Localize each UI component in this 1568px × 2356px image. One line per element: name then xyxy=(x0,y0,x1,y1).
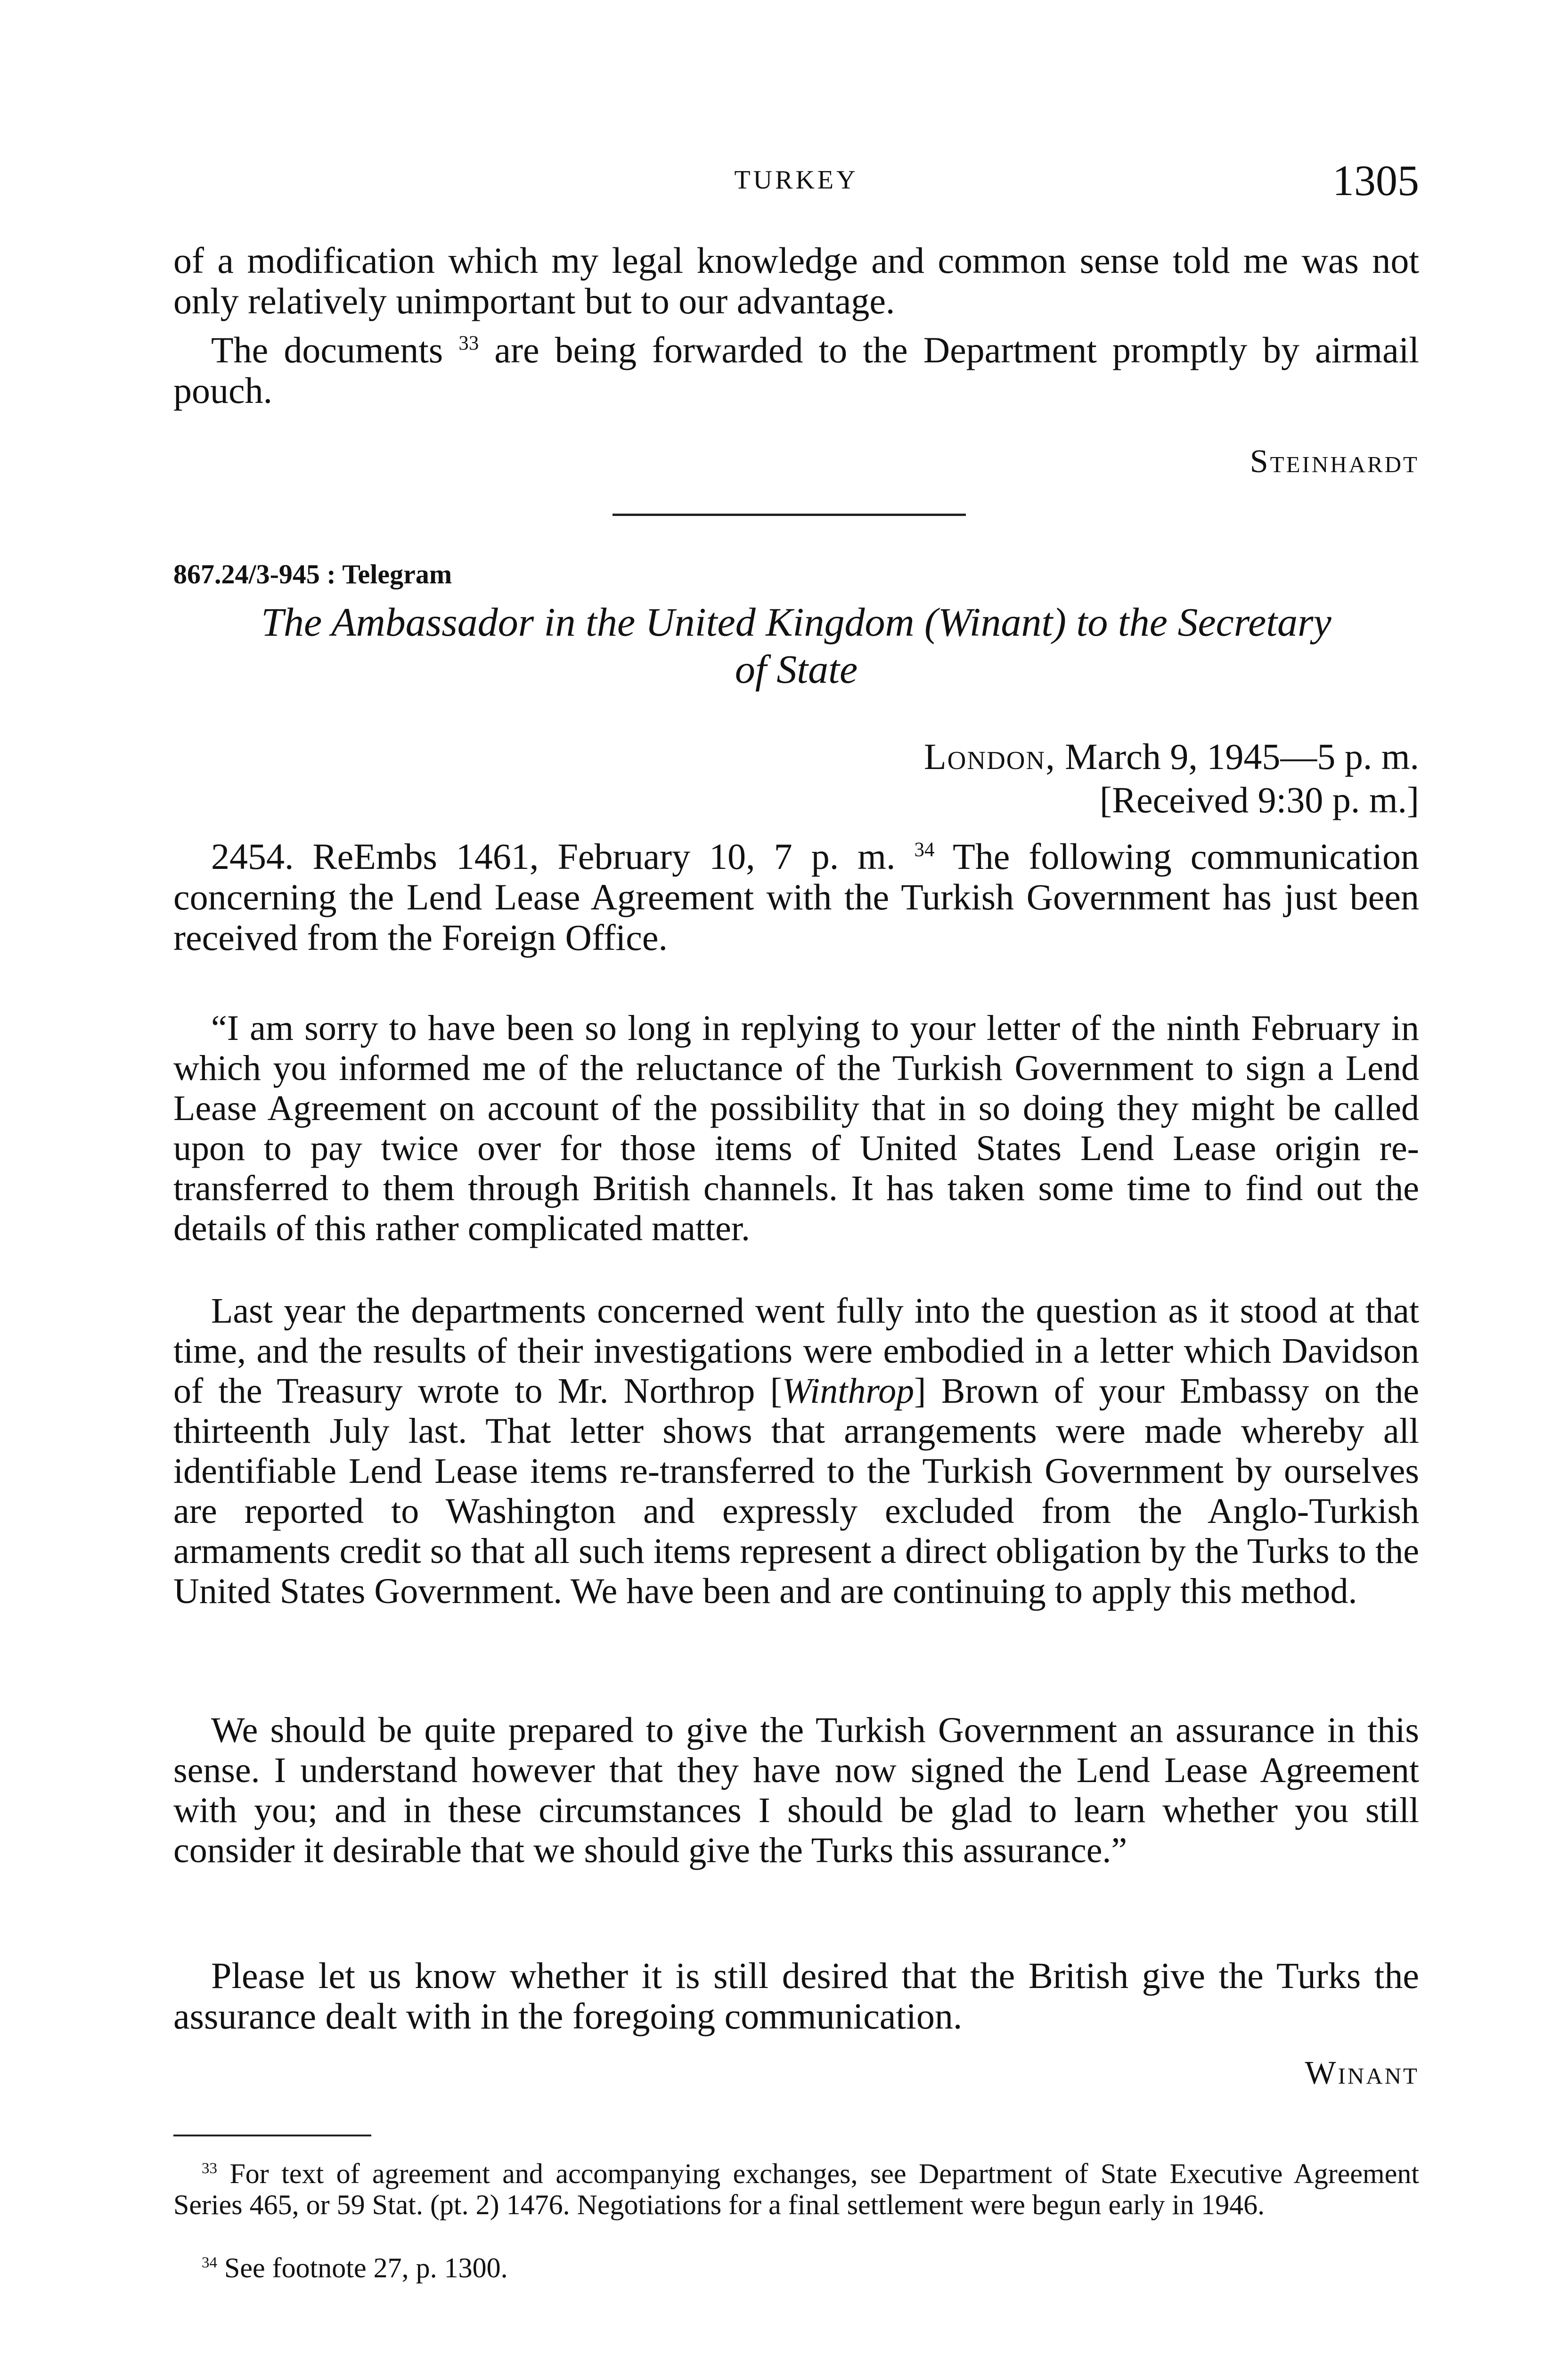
footnote-ref-34: 34 xyxy=(914,839,935,861)
footnote-34-mark: 34 xyxy=(202,2254,217,2271)
documents-paragraph xyxy=(173,330,1419,411)
received-line: [Received 9:30 p. m.] xyxy=(1100,779,1419,820)
quote-paragraph-3 xyxy=(173,1710,1419,1871)
documents-text-post: are being forwarded to the Department promptly by airmail pouch. xyxy=(173,329,1420,411)
page-number: 1305 xyxy=(1332,156,1419,205)
document-heading xyxy=(173,598,1419,693)
dateline-main xyxy=(924,735,1419,778)
running-head xyxy=(173,155,1419,205)
closing-paragraph xyxy=(173,1955,1419,2037)
quote-text-3: We should be quite prepared to give the Turkish Government an assurance in this sense. I understand however that they have now signed the Lend Lease Agreement with you; and in these circumstances I should be glad to learn whether you still consider it desirable that we should give the Turks this assurance.” xyxy=(173,1710,1419,1870)
quote-text-2-pre: Last year the departments concerned went fully into the question as it stood at that time, and the results of their investigations were embodied in a letter which Davidson of the Treasury wrote to Mr. Northrop [ xyxy=(173,1291,1419,1411)
documents-text-pre: The documents xyxy=(211,329,443,370)
dateline xyxy=(924,735,1419,822)
telegram-text-post: The following communication concerning the Lend Lease Agreement with the Turkish Government has just been received from the Foreign Office. xyxy=(173,836,1420,958)
footnote-divider xyxy=(173,2135,371,2136)
running-head-title: TURKEY xyxy=(734,165,858,195)
quote-text-1: “I am sorry to have been so long in replying to your letter of the ninth February in which you informed me of the reluctance of the Turkish Government to sign a Lend Lease Agreement on account of the possibility that in so doing they might be called upon to pay twice over for those items of United States Lend Lease origin re-transferred to them through British channels. It has taken some time to find out the details of this rather complicated matter. xyxy=(173,1008,1419,1248)
continuation-text: of a modification which my legal knowledge and common sense told me was not only relatively unimportant but to our advantage. xyxy=(173,240,1419,321)
signature-steinhardt: Steinhardt xyxy=(1250,443,1419,480)
telegram-text-pre: 2454. ReEmbs 1461, February 10, 7 p. m. xyxy=(211,836,896,877)
footnote-33-text: For text of agreement and accompanying exchanges, see Department of State Executive Agreement Series 465, or 59 Stat. (pt. 2) 1476. Negotiations for a final settlement were begun early in 1946. xyxy=(173,2158,1420,2220)
section-divider xyxy=(612,514,966,516)
dateline-place: London, xyxy=(924,736,1056,777)
footnote-ref-33: 33 xyxy=(458,332,479,354)
continuation-paragraph xyxy=(173,240,1419,321)
footnote-33-mark: 33 xyxy=(202,2160,217,2177)
signature-winant: Winant xyxy=(1305,2055,1419,2091)
telegram-paragraph xyxy=(173,836,1419,958)
footnote-33 xyxy=(173,2158,1419,2220)
quote-text-2-italic: Winthrop xyxy=(782,1371,915,1411)
quote-text-2-post: ] Brown of your Embassy on the thirteenth July last. That letter shows that arrangements were made whereby all identifiable Lend Lease items re-transferred to the Turkish Government by ourselves are reported to Washington and expressly excluded from the Anglo-Turkish armaments credit so that all such items represent a direct obligation by the Turks to the United States Government. We have been and are continuing to apply this method. xyxy=(173,1371,1419,1611)
heading-line-1: The Ambassador in the United Kingdom (Winant) to the Secretary xyxy=(261,599,1331,645)
closing-text: Please let us know whether it is still desired that the British give the Turks the assurance dealt with in the foregoing communication. xyxy=(173,1955,1419,2037)
footnote-34-text: See footnote 27, p. 1300. xyxy=(224,2252,508,2283)
quote-paragraph-1 xyxy=(173,1008,1419,1249)
document-id: 867.24/3-945 : Telegram xyxy=(173,559,452,589)
footnote-34 xyxy=(173,2252,1419,2283)
quote-paragraph-2 xyxy=(173,1291,1419,1612)
dateline-date: March 9, 1945—5 p. m. xyxy=(1065,736,1419,777)
heading-line-2: of State xyxy=(735,646,858,692)
